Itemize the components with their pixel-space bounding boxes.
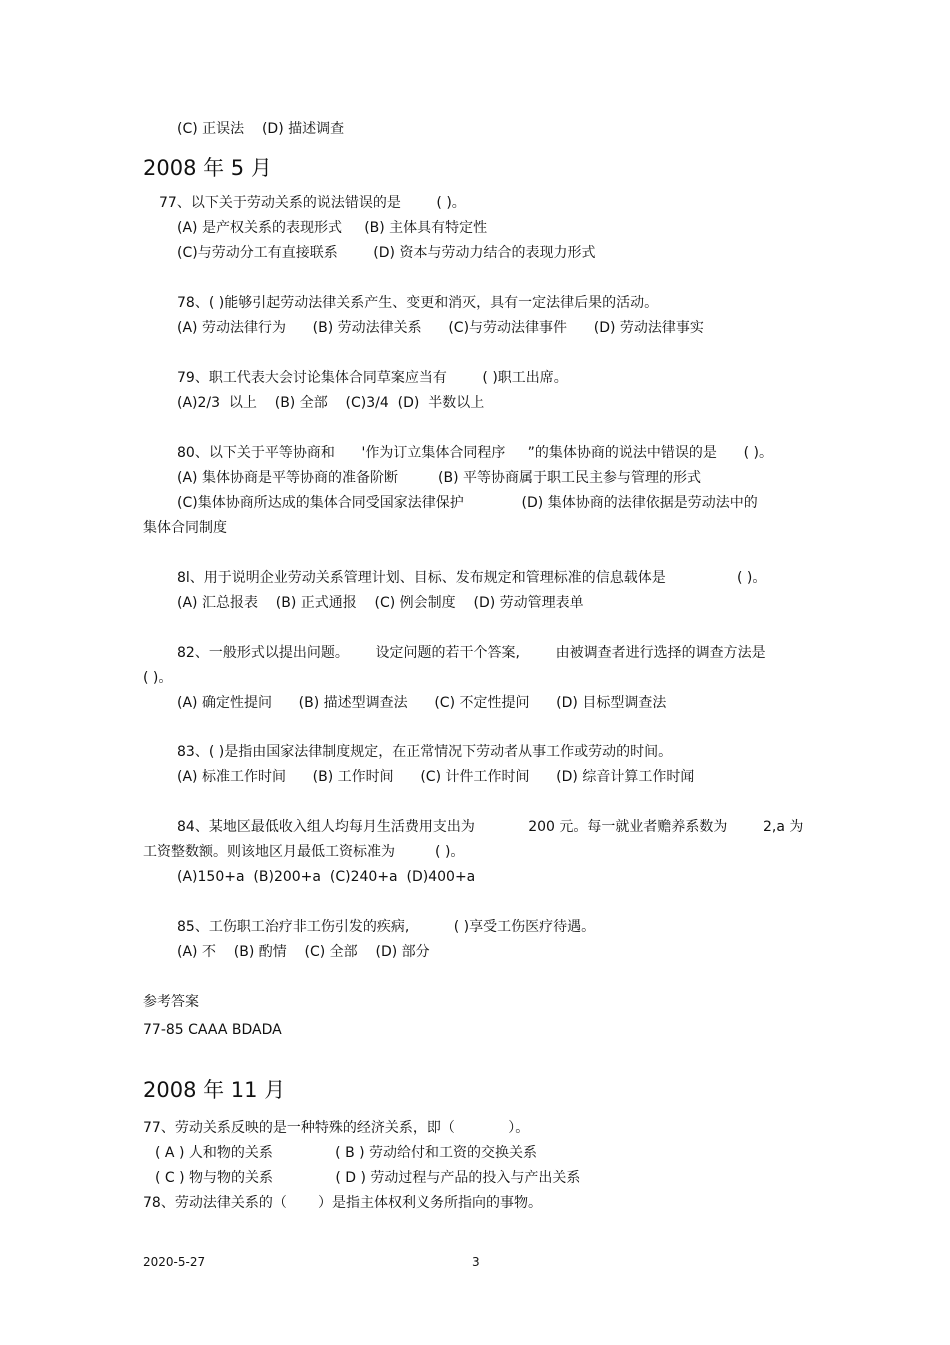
options-line: ( C ) 物与物的关系 ( D ) 劳动过程与产品的投入与产出关系 — [155, 1170, 581, 1186]
options-line: ( A ) 人和物的关系 ( B ) 劳动给付和工资的交换关系 — [155, 1145, 538, 1161]
options-line: (A)150+a (B)200+a (C)240+a (D)400+a — [177, 869, 476, 885]
options-line: (A) 不 (B) 酌情 (C) 全部 (D) 部分 — [177, 944, 430, 960]
question-81: 8l、用于说明企业劳动关系管理计划、目标、发布规定和管理标准的信息载体是 ( )。 — [177, 570, 767, 586]
text-line: 集体合同制度 — [143, 520, 227, 536]
text-line: (C) 正误法 (D) 描述调查 — [177, 121, 345, 137]
question-77: 77、以下关于劳动关系的说法错误的是 ( )。 — [159, 195, 466, 211]
question-85: 85、工伤职工治疗非工伤引发的疾病, ( )享受工伤医疗待遇。 — [177, 919, 596, 935]
options-line: (A) 劳动法律行为 (B) 劳动法律关系 (C)与劳动法律事件 (D) 劳动法律事实 — [177, 320, 704, 336]
question-82: 82、一般形式以提出问题。 设定问题的若干个答案, 由被调查者进行选择的调查方法是 — [177, 645, 766, 661]
answer-key-title: 参考答案 — [143, 994, 199, 1010]
question-78: 78、( )能够引起劳动法律关系产生、变更和消灭，具有一定法律后果的活动。 — [177, 295, 659, 311]
question-80: 80、以下关于平等协商和 '作为订立集体合同程序 ”的集体协商的说法中错误的是 ( )。 — [177, 445, 773, 461]
question-84: 84、某地区最低收入组人均每月生活费用支出为 200 元。每一就业者赡养系数为 2,a 为 — [177, 819, 804, 835]
footer-date: 2020-5-27 — [143, 1255, 206, 1269]
options-line: (A) 汇总报表 (B) 正式通报 (C) 例会制度 (D) 劳动管理表单 — [177, 595, 584, 611]
question-83: 83、( )是指由国家法律制度规定，在正常情况下劳动者从事工作或劳动的时间。 — [177, 744, 673, 760]
page-number: 3 — [472, 1255, 480, 1269]
options-line: (A)2/3 以上 (B) 全部 (C)3/4 (D) 半数以上 — [177, 395, 485, 411]
options-line: (A) 集体协商是平等协商的准备阶断 (B) 平等协商属于职工民主参与管理的形式 — [177, 470, 701, 486]
section-heading: 2008 年 11 月 — [143, 1078, 286, 1102]
question-77: 77、劳动关系反映的是一种特殊的经济关系，即（ ）。 — [143, 1120, 530, 1136]
question-79: 79、职工代表大会讨论集体合同草案应当有 ( )职工出席。 — [177, 370, 568, 386]
options-line: (A) 确定性提问 (B) 描述型调查法 (C) 不定性提问 (D) 目标型调查法 — [177, 695, 667, 711]
text-line: 工资整数额。则该地区月最低工资标准为 ( )。 — [143, 844, 465, 860]
answer-key: 77-85 CAAA BDADA — [143, 1022, 282, 1038]
options-line: (C)集体协商所达成的集体合同受国家法律保护 (D) 集体协商的法律依据是劳动法中的 — [177, 495, 758, 511]
section-heading: 2008 年 5 月 — [143, 156, 272, 180]
text-line: ( )。 — [143, 670, 173, 686]
options-line: (A) 是产权关系的表现形式 (B) 主体具有特定性 — [177, 220, 488, 236]
options-line: (A) 标准工作时间 (B) 工作时间 (C) 计件工作时间 (D) 综音计算工作时闻 — [177, 769, 695, 785]
options-line: (C)与劳动分工有直接联系 (D) 资本与劳动力结合的表现力形式 — [177, 245, 596, 261]
question-78: 78、劳动法律关系的（ ）是指主体权利义务所指向的事物。 — [143, 1195, 542, 1211]
